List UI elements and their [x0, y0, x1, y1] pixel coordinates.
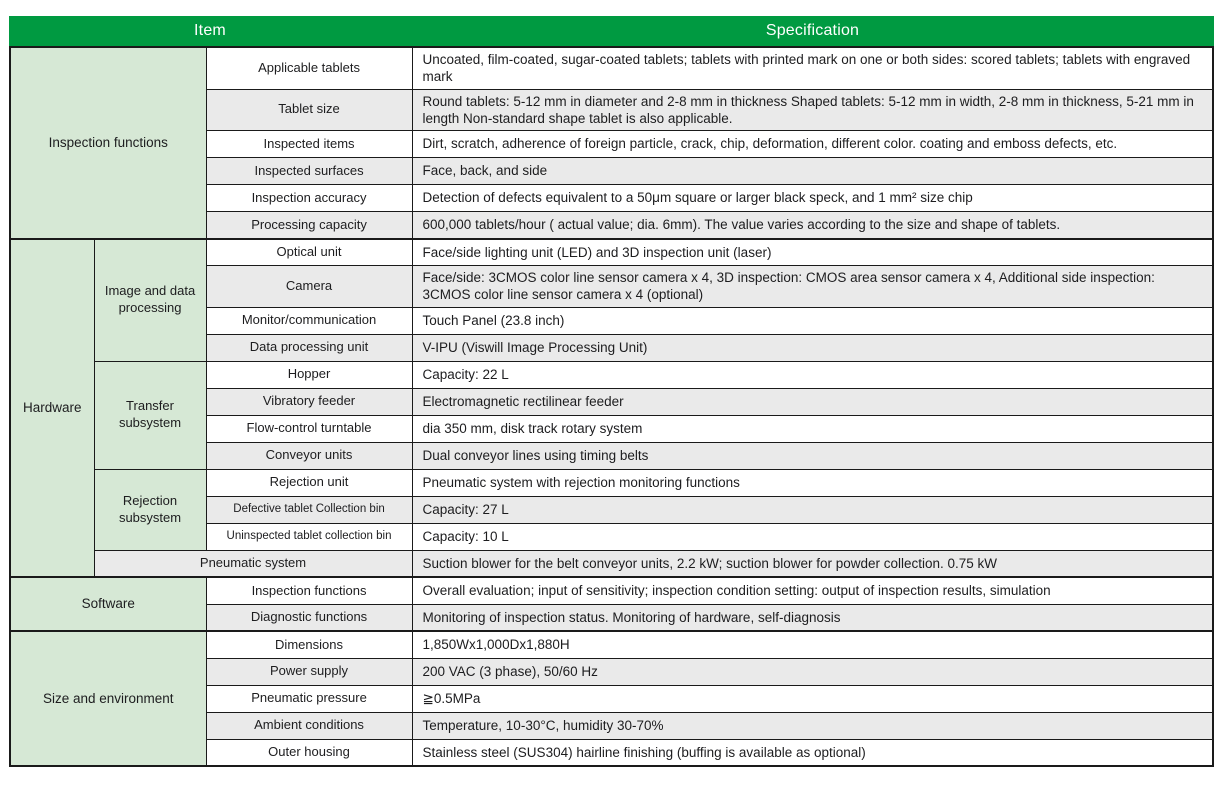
subcategory-image-data-processing: Image and data processing — [94, 239, 206, 362]
item-cell: Outer housing — [206, 739, 412, 766]
item-cell: Flow-control turntable — [206, 415, 412, 442]
spec-cell: Electromagnetic rectilinear feeder — [412, 388, 1213, 415]
spec-cell: dia 350 mm, disk track rotary system — [412, 415, 1213, 442]
header-item: Item — [194, 22, 226, 39]
item-cell: Monitor/communication — [206, 307, 412, 334]
spec-cell: Face/side lighting unit (LED) and 3D inspection unit (laser) — [412, 239, 1213, 266]
spec-cell: Dirt, scratch, adherence of foreign particle, crack, chip, deformation, different color. coating and emboss defects, etc. — [412, 131, 1213, 158]
spec-cell: Detection of defects equivalent to a 50μm square or larger black speck, and 1 mm² size chip — [412, 185, 1213, 212]
item-cell: Camera — [206, 266, 412, 308]
item-cell: Rejection unit — [206, 469, 412, 496]
category-software: Software — [10, 577, 206, 631]
spec-cell: Capacity: 22 L — [412, 361, 1213, 388]
spec-cell: Capacity: 10 L — [412, 523, 1213, 550]
table-row — [10, 361, 1213, 388]
item-cell: Inspection functions — [206, 577, 412, 604]
spec-cell: Temperature, 10-30°C, humidity 30-70% — [412, 712, 1213, 739]
subcategory-transfer-subsystem: Transfer subsystem — [94, 361, 206, 469]
spec-cell: Touch Panel (23.8 inch) — [412, 307, 1213, 334]
category-inspection-functions: Inspection functions — [10, 47, 206, 239]
item-cell: Uninspected tablet collection bin — [206, 523, 412, 550]
table-row — [10, 550, 1213, 577]
category-size-and-environment: Size and environment — [10, 631, 206, 766]
spec-table — [9, 46, 1214, 767]
spec-cell: Stainless steel (SUS304) hairline finishing (buffing is available as optional) — [412, 739, 1213, 766]
header-specification: Specification — [765, 22, 860, 39]
table-row — [10, 47, 1213, 89]
table-row — [10, 577, 1213, 604]
item-cell: Data processing unit — [206, 334, 412, 361]
item-cell: Defective tablet Collection bin — [206, 496, 412, 523]
spec-cell: Face/side: 3CMOS color line sensor camera x 4, 3D inspection: CMOS area sensor camera x 4, Additional side inspection: 3CMOS color line sensor camera x 4 (optional) — [412, 266, 1213, 308]
item-cell: Inspected items — [206, 131, 412, 158]
spec-cell: Uncoated, film-coated, sugar-coated tablets; tablets with printed mark on one or both sides: scored tablets; tablets with engraved mark — [412, 47, 1213, 89]
item-cell: Dimensions — [206, 631, 412, 658]
item-cell: Inspection accuracy — [206, 185, 412, 212]
subcategory-rejection-subsystem: Rejection subsystem — [94, 469, 206, 550]
item-cell: Pneumatic pressure — [206, 685, 412, 712]
spec-cell: Dual conveyor lines using timing belts — [412, 442, 1213, 469]
table-row — [10, 239, 1213, 266]
item-cell: Power supply — [206, 658, 412, 685]
item-cell: Vibratory feeder — [206, 388, 412, 415]
spec-cell: Round tablets: 5-12 mm in diameter and 2-8 mm in thickness Shaped tablets: 5-12 mm in width, 2-8 mm in thickness, 5-21 mm in length Non-standard shape tablet is also applicable. — [412, 89, 1213, 131]
item-cell: Conveyor units — [206, 442, 412, 469]
spec-cell: 600,000 tablets/hour ( actual value; dia. 6mm). The value varies according to the size and shape of tablets. — [412, 212, 1213, 239]
table-row — [10, 469, 1213, 496]
item-cell: Applicable tablets — [206, 47, 412, 89]
spec-cell: Face, back, and side — [412, 158, 1213, 185]
item-cell: Tablet size — [206, 89, 412, 131]
spec-cell: V-IPU (Viswill Image Processing Unit) — [412, 334, 1213, 361]
spec-cell: ≧0.5MPa — [412, 685, 1213, 712]
spec-cell: 200 VAC (3 phase), 50/60 Hz — [412, 658, 1213, 685]
table-header-bar — [9, 16, 1214, 46]
item-cell: Processing capacity — [206, 212, 412, 239]
spec-cell: Overall evaluation; input of sensitivity; inspection condition setting: output of inspection results, simulation — [412, 577, 1213, 604]
category-hardware: Hardware — [10, 239, 94, 578]
spec-cell: Monitoring of inspection status. Monitoring of hardware, self-diagnosis — [412, 604, 1213, 631]
item-cell: Inspected surfaces — [206, 158, 412, 185]
subcategory-pneumatic-system: Pneumatic system — [94, 550, 412, 577]
spec-cell: Capacity: 27 L — [412, 496, 1213, 523]
item-cell: Hopper — [206, 361, 412, 388]
spec-cell: 1,850Wx1,000Dx1,880H — [412, 631, 1213, 658]
item-cell: Diagnostic functions — [206, 604, 412, 631]
item-cell: Ambient conditions — [206, 712, 412, 739]
item-cell: Optical unit — [206, 239, 412, 266]
spec-cell: Suction blower for the belt conveyor units, 2.2 kW; suction blower for powder collection. 0.75 kW — [412, 550, 1213, 577]
table-row — [10, 631, 1213, 658]
spec-cell: Pneumatic system with rejection monitoring functions — [412, 469, 1213, 496]
specification-table — [9, 16, 1214, 767]
